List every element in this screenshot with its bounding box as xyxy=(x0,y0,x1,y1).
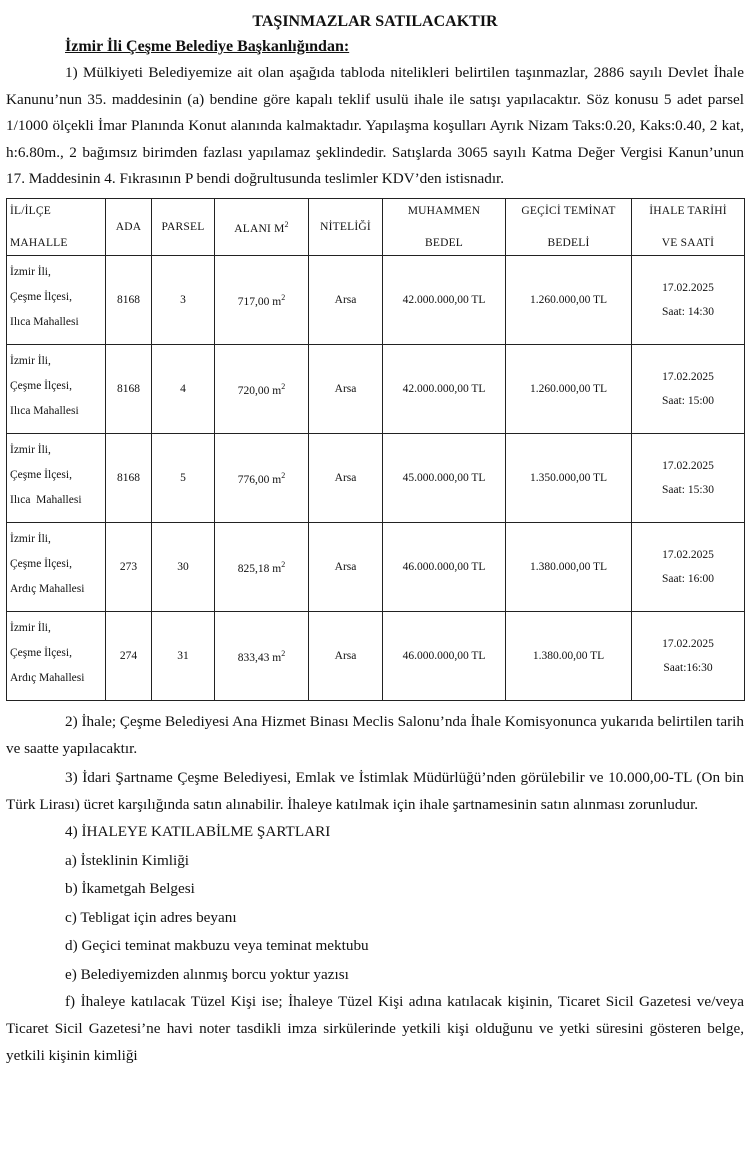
condition-item-a: a) İsteklinin Kimliği xyxy=(65,851,190,869)
cell-teminat: 1.260.000,00 TL xyxy=(506,344,632,433)
cell-mahalle: Ardıç Mahallesi xyxy=(10,582,85,595)
table-header-row xyxy=(7,198,745,255)
paragraph-1: 1) Mülkiyeti Belediyemize ait olan aşağıda tabloda nitelikleri belirtilen taşınmazlar, 2886 sayılı Devlet İhale Kanunu’nun 35. maddesinin (a) bendine göre kapalı teklif usulü ihale ile satışı yapılacaktır. Söz konusu 5 adet parsel 1/1000 ölçekli İmar Planında Konut alanında kalmaktadır. Yapılaşma koşulları Ayrık Nizam Taks:0.20, Kaks:0.40, 2 kat, h:6.80m., 2 bağımsız birimden fazlası yapılamaz şeklindedir. Satışlarda 3065 sayılı Katma Değer Vergisi Kanun’unun 17. Maddesinin 4. Fıkrasının P bendi doğrultusunda teslimler KDV’den istisnadır. xyxy=(6,64,744,188)
cell-tarih: 17.02.2025 xyxy=(662,548,714,561)
cell-ilce: Çeşme İlçesi, xyxy=(10,379,72,392)
header-teminat xyxy=(506,198,632,255)
cell-nitelik: Arsa xyxy=(309,433,383,522)
cell-muhammen: 42.000.000,00 TL xyxy=(383,255,506,344)
cell-ihale xyxy=(632,255,745,344)
cell-il: İzmir İli, xyxy=(10,532,51,545)
paragraph-2: 2) İhale; Çeşme Belediyesi Ana Hizmet Binası Meclis Salonu’nda İhale Komisyonunca yukarıda belirtilen tarih ve saatte yapılacaktır. xyxy=(6,712,744,757)
header-ihale-line1: İHALE TARİHİ xyxy=(649,204,727,217)
cell-nitelik: Arsa xyxy=(309,344,383,433)
header-ihale xyxy=(632,198,745,255)
cell-nitelik: Arsa xyxy=(309,522,383,611)
condition-item-b: b) İkametgah Belgesi xyxy=(65,880,195,898)
paragraph-3: 3) İdari Şartname Çeşme Belediyesi, Emlak ve İstimlak Müdürlüğü’nden görülebilir ve 10.000,00-TL (On bin Türk Lirası) ücret karşılığında satın alınabilir. İhaleye katılmak için ihale şartnamesinin satın alınması zorunludur. xyxy=(6,769,744,813)
cell-location xyxy=(7,522,106,611)
cell-muhammen: 45.000.000,00 TL xyxy=(383,433,506,522)
cell-alan-value: 717,00 m xyxy=(237,295,282,308)
cell-ihale xyxy=(632,344,745,433)
cell-alan-sup: 2 xyxy=(281,381,286,391)
condition-item-f: f) İhaleye katılacak Tüzel Kişi ise; İhaleye Tüzel Kişi adına katılacak kişinin, Ticaret Sicil Gazetesi ve/veya Ticaret Sicil Gazetesi’ne havi noter tasdikli imza sirkülerinde yetkili kişi olduğunu ve yetki süresini gösteren belge, yetkili kişinin kimliği xyxy=(6,993,744,1064)
cell-il: İzmir İli, xyxy=(10,354,51,367)
cell-mahalle: Ilıca Mahallesi xyxy=(10,315,79,328)
cell-saat: Saat:16:30 xyxy=(663,661,713,674)
cell-nitelik: Arsa xyxy=(309,255,383,344)
cell-teminat: 1.350.000,00 TL xyxy=(506,433,632,522)
cell-alan-sup: 2 xyxy=(281,559,286,569)
cell-mahalle: Ilıca Mahallesi xyxy=(10,404,79,417)
cell-ilce: Çeşme İlçesi, xyxy=(10,646,72,659)
cell-location xyxy=(7,433,106,522)
cell-parsel: 4 xyxy=(152,344,215,433)
table-row xyxy=(7,255,745,344)
header-location-line2: MAHALLE xyxy=(10,236,68,249)
conditions-title: 4) İHALEYE KATILABİLME ŞARTLARI xyxy=(65,823,331,841)
cell-muhammen: 46.000.000,00 TL xyxy=(383,522,506,611)
header-ihale-line2: VE SAATİ xyxy=(661,236,715,249)
cell-location xyxy=(7,344,106,433)
header-nitelik: NİTELİĞİ xyxy=(309,198,383,255)
cell-ihale xyxy=(632,433,745,522)
cell-parsel: 30 xyxy=(152,522,215,611)
cell-ihale xyxy=(632,522,745,611)
cell-ilce: Çeşme İlçesi, xyxy=(10,557,72,570)
header-alan-label: ALANI M xyxy=(234,222,285,235)
header-location-line1: İL/İLÇE xyxy=(10,204,51,217)
cell-il: İzmir İli, xyxy=(10,265,51,278)
cell-mahalle: Ilıca Mahallesi xyxy=(10,493,82,506)
cell-alan xyxy=(215,522,309,611)
header-teminat-line1: GEÇİCİ TEMİNAT xyxy=(521,204,616,217)
cell-location xyxy=(7,611,106,700)
cell-location xyxy=(7,255,106,344)
cell-tarih: 17.02.2025 xyxy=(662,459,714,472)
condition-item-d: d) Geçici teminat makbuzu veya teminat mektubu xyxy=(65,937,369,955)
cell-ilce: Çeşme İlçesi, xyxy=(10,468,72,481)
header-parsel: PARSEL xyxy=(152,198,215,255)
cell-il: İzmir İli, xyxy=(10,621,51,634)
cell-muhammen: 46.000.000,00 TL xyxy=(383,611,506,700)
cell-mahalle: Ardıç Mahallesi xyxy=(10,671,85,684)
document-subtitle: İzmir İli Çeşme Belediye Başkanlığından: xyxy=(65,38,350,55)
cell-teminat: 1.380.000,00 TL xyxy=(506,522,632,611)
header-teminat-line2: BEDELİ xyxy=(547,236,590,249)
cell-muhammen: 42.000.000,00 TL xyxy=(383,344,506,433)
table-row xyxy=(7,522,745,611)
cell-alan xyxy=(215,255,309,344)
cell-teminat: 1.380.00,00 TL xyxy=(506,611,632,700)
cell-nitelik: Arsa xyxy=(309,611,383,700)
cell-alan-sup: 2 xyxy=(281,292,286,302)
cell-teminat: 1.260.000,00 TL xyxy=(506,255,632,344)
cell-parsel: 3 xyxy=(152,255,215,344)
cell-alan-value: 825,18 m xyxy=(237,562,282,575)
header-muhammen-line1: MUHAMMEN xyxy=(407,204,481,217)
cell-tarih: 17.02.2025 xyxy=(662,370,714,383)
table-row xyxy=(7,433,745,522)
cell-alan-value: 720,00 m xyxy=(237,384,282,397)
cell-alan xyxy=(215,611,309,700)
header-alan-sup: 2 xyxy=(284,219,289,229)
table-row xyxy=(7,344,745,433)
cell-saat: Saat: 15:30 xyxy=(661,483,715,496)
cell-saat: Saat: 14:30 xyxy=(661,305,715,318)
header-muhammen xyxy=(383,198,506,255)
cell-ada: 273 xyxy=(106,522,152,611)
cell-saat: Saat: 15:00 xyxy=(661,394,715,407)
cell-ada: 8168 xyxy=(106,255,152,344)
cell-ihale xyxy=(632,611,745,700)
cell-il: İzmir İli, xyxy=(10,443,51,456)
condition-item-c: c) Tebligat için adres beyanı xyxy=(65,908,237,926)
cell-ada: 274 xyxy=(106,611,152,700)
cell-ada: 8168 xyxy=(106,344,152,433)
cell-parsel: 31 xyxy=(152,611,215,700)
header-location xyxy=(7,198,106,255)
cell-alan-value: 833,43 m xyxy=(237,651,282,664)
property-table xyxy=(6,198,745,701)
header-alan xyxy=(215,198,309,255)
cell-alan-sup: 2 xyxy=(281,470,286,480)
cell-ada: 8168 xyxy=(106,433,152,522)
cell-parsel: 5 xyxy=(152,433,215,522)
table-row xyxy=(7,611,745,700)
cell-alan-value: 776,00 m xyxy=(237,473,282,486)
cell-alan xyxy=(215,344,309,433)
cell-alan-sup: 2 xyxy=(281,648,286,658)
condition-item-e: e) Belediyemizden alınmış borcu yoktur yazısı xyxy=(65,965,349,983)
cell-alan xyxy=(215,433,309,522)
cell-tarih: 17.02.2025 xyxy=(662,281,714,294)
header-muhammen-line2: BEDEL xyxy=(424,236,464,249)
document-title: TAŞINMAZLAR SATILACAKTIR xyxy=(252,13,498,30)
cell-tarih: 17.02.2025 xyxy=(662,637,714,650)
header-ada: ADA xyxy=(106,198,152,255)
cell-ilce: Çeşme İlçesi, xyxy=(10,290,72,303)
cell-saat: Saat: 16:00 xyxy=(661,572,715,585)
